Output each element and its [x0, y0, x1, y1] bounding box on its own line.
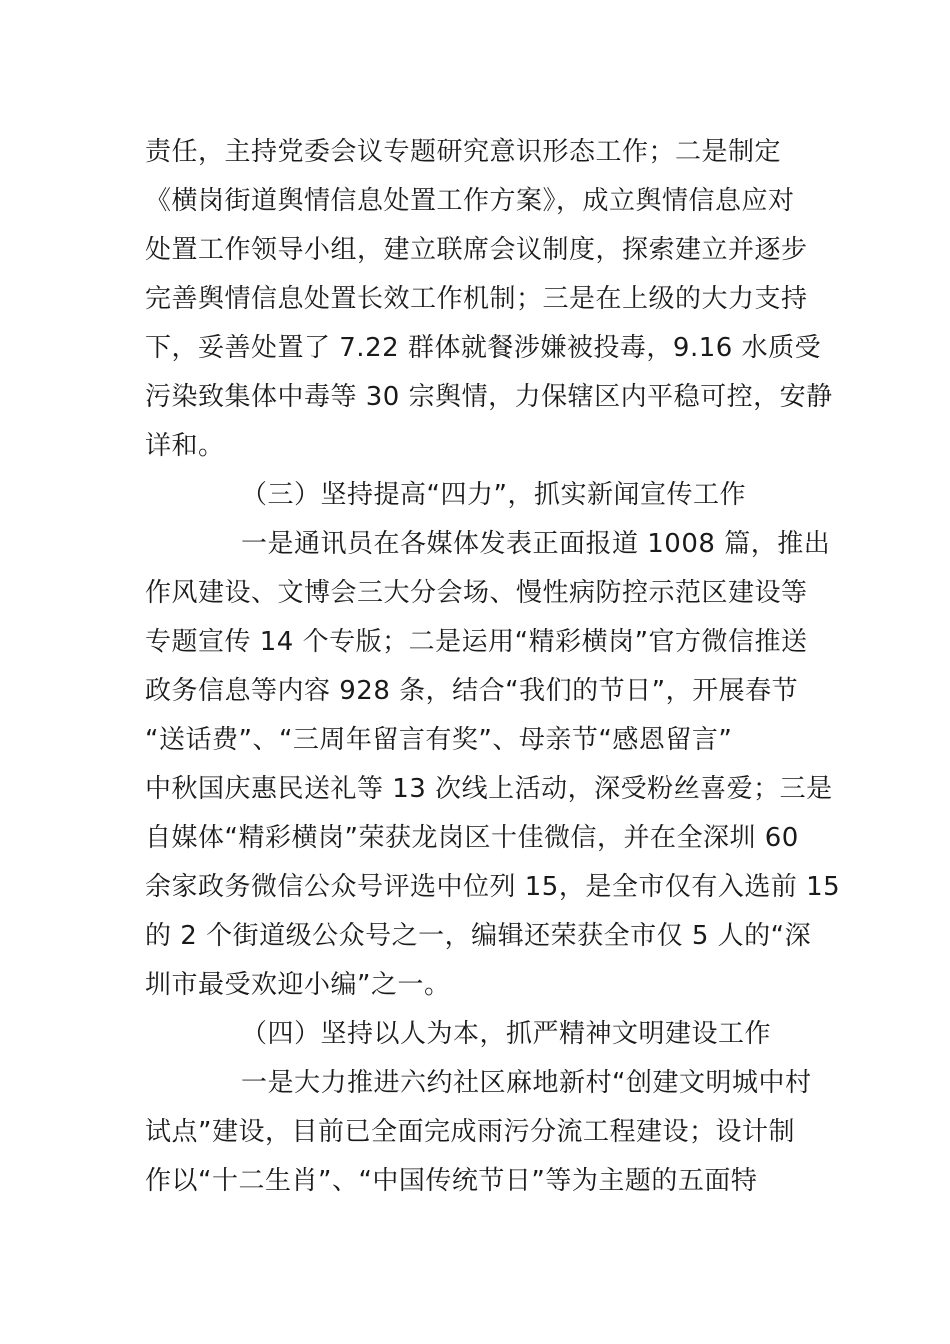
- body-text-line: 处置工作领导小组，建立联席会议制度，探索建立并逐步: [145, 235, 808, 265]
- paragraph-first-line: 一是通讯员在各媒体发表正面报道 1008 篇，推出: [241, 529, 831, 559]
- body-text-line: 《横岗街道舆情信息处置工作方案》，成立舆情信息应对: [145, 186, 795, 216]
- body-text-line: 下，妥善处置了 7.22 群体就餐涉嫌被投毒，9.16 水质受: [145, 333, 822, 363]
- body-text-line: 作以“十二生肖”、“中国传统节日”等为主题的五面特: [145, 1166, 758, 1196]
- paragraph-first-line: 一是大力推进六约社区麻地新村“创建文明城中村: [241, 1068, 812, 1098]
- body-text-line: 完善舆情信息处置长效工作机制；三是在上级的大力支持: [145, 284, 808, 314]
- body-text-line: 的 2 个街道级公众号之一，编辑还荣获全市仅 5 人的“深: [145, 921, 812, 951]
- section-heading: （三）坚持提高“四力”，抓实新闻宣传工作: [241, 480, 746, 510]
- body-text-line: 余家政务微信公众号评选中位列 15，是全市仅有入选前 15: [145, 872, 841, 902]
- body-text-line: 自媒体“精彩横岗”荣获龙岗区十佳微信，并在全深圳 60: [145, 823, 799, 853]
- body-text-line: 污染致集体中毒等 30 宗舆情，力保辖区内平稳可控，安静: [145, 382, 833, 412]
- body-text-line: 圳市最受欢迎小编”之一。: [145, 970, 451, 1000]
- body-text-line: “送话费”、“三周年留言有奖”、母亲节“感恩留言”: [145, 725, 733, 755]
- body-text-line: 责任，主持党委会议专题研究意识形态工作；二是制定: [145, 137, 782, 167]
- body-text-line: 专题宣传 14 个专版；二是运用“精彩横岗”官方微信推送: [145, 627, 808, 657]
- body-text-line: 中秋国庆惠民送礼等 13 次线上活动，深受粉丝喜爱；三是: [145, 774, 833, 804]
- body-text-line: 详和。: [145, 431, 225, 461]
- body-text-line: 作风建设、文博会三大分会场、慢性病防控示范区建设等: [145, 578, 808, 608]
- section-heading: （四）坚持以人为本，抓严精神文明建设工作: [241, 1019, 772, 1049]
- body-text-line: 政务信息等内容 928 条，结合“我们的节日”，开展春节: [145, 676, 799, 706]
- body-text-line: 试点”建设，目前已全面完成雨污分流工程建设；设计制: [145, 1117, 795, 1147]
